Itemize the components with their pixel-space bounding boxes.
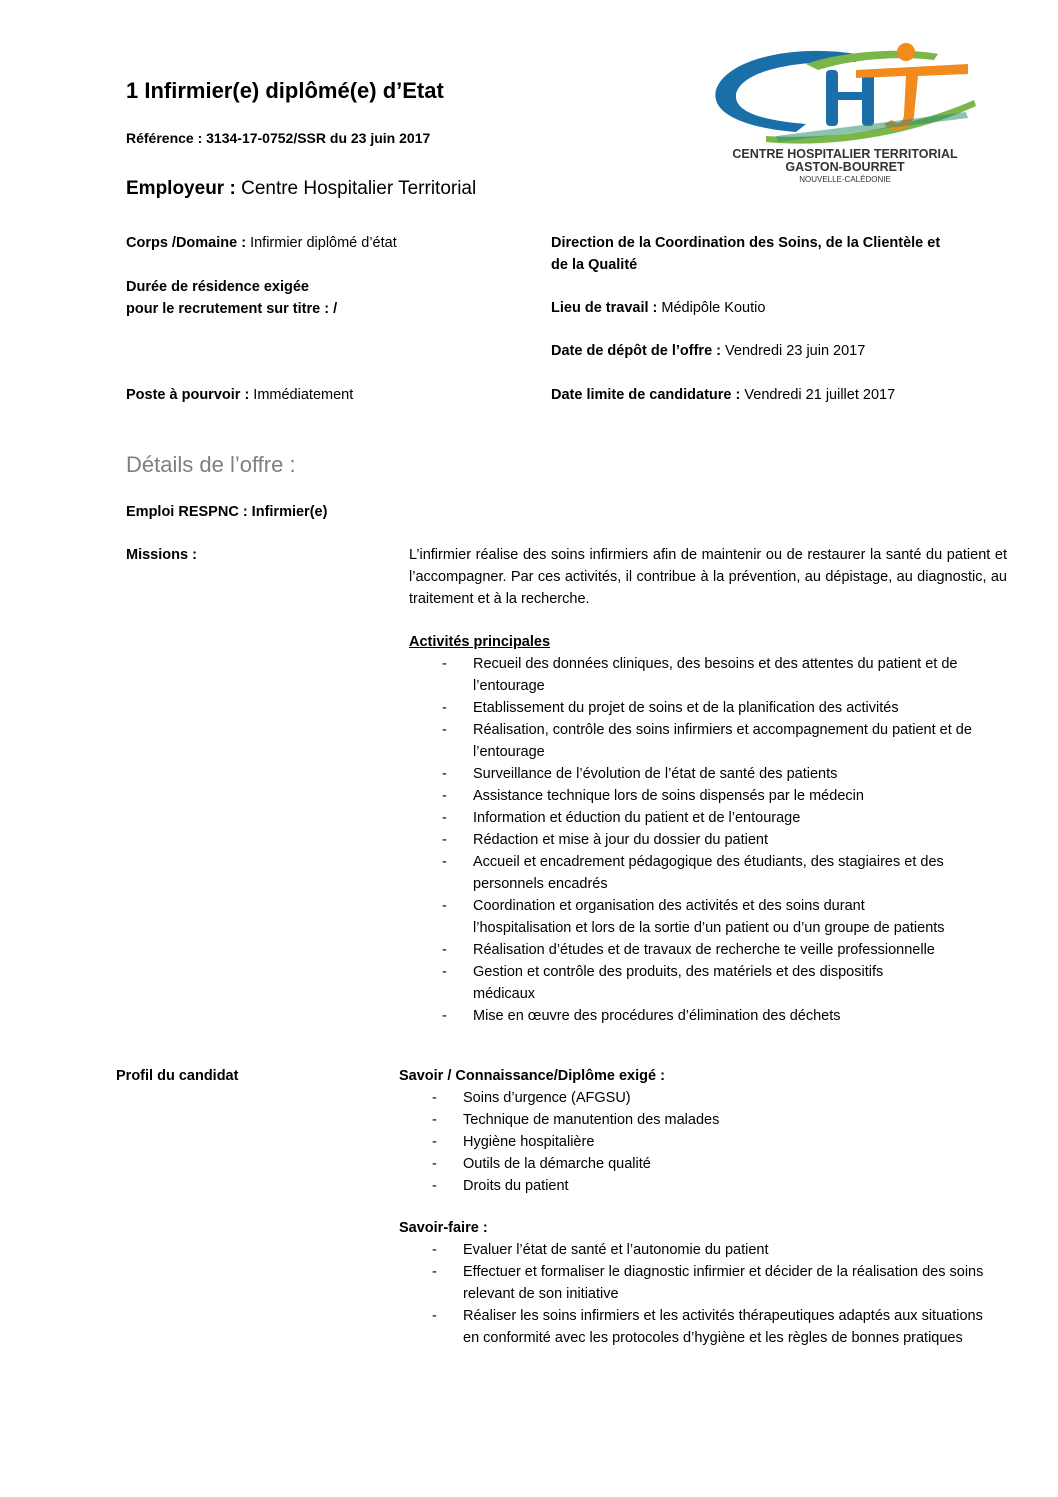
depot-label: Date de dépôt de l’offre : [551,343,721,359]
list-item: - Effectuer et formaliser le diagnostic infirmier et décider de la réalisation des soins relevant de son initiative [399,1261,999,1305]
missions-label: Missions : [126,547,197,563]
savoir-faire-list [399,1239,999,1349]
reference: Référence : 3134-17-0752/SSR du 23 juin 2017 [126,130,431,146]
savoir-faire-heading: Savoir-faire : [399,1220,488,1236]
duree-line1: Durée de résidence exigée [126,279,309,295]
corps-domaine [126,232,397,254]
list-item: - Hygiène hospitalière [399,1131,999,1153]
list-item: - Assistance technique lors de soins dispensés par le médecin [409,785,1009,807]
direction-line2: de la Qualité [551,257,638,273]
list-item: - Evaluer l’état de santé et l’autonomie du patient [399,1239,999,1261]
logo-line3: NOUVELLE-CALÉDONIE [799,175,891,184]
lieu-label: Lieu de travail : [551,300,658,316]
poste-a-pourvoir [126,384,353,406]
job-title: 1 Infirmier(e) diplômé(e) d’Etat [126,78,444,103]
list-item: - Technique de manutention des malades [399,1109,999,1131]
emploi-label: Emploi RESPNC : [126,504,248,520]
list-item: - Soins d’urgence (AFGSU) [399,1087,999,1109]
logo-line1: CENTRE HOSPITALIER TERRITORIAL [732,147,958,161]
poste-label: Poste à pourvoir : [126,387,250,403]
limite-label: Date limite de candidature : [551,387,741,403]
activities-list [409,653,1009,1027]
list-item: - Droits du patient [399,1175,999,1197]
list-item: - Accueil et encadrement pédagogique des étudiants, des stagiaires et des personnels encadrés [409,851,1009,895]
activities-heading: Activités principales [409,634,551,650]
list-item: - Coordination et organisation des activités et des soins durant l’hospitalisation et lors de la sortie d’un patient ou d’un groupe de patients [409,895,1009,939]
corps-value: Infirmier diplômé d’état [246,235,397,251]
poste-value: Immédiatement [249,387,354,403]
list-item: - Recueil des données cliniques, des besoins et des attentes du patient et de l’entourage [409,653,1009,697]
list-item: - Outils de la démarche qualité [399,1153,999,1175]
direction-line1: Direction de la Coordination des Soins, de la Clientèle et [551,235,941,251]
corps-label: Corps /Domaine : [126,235,247,251]
emploi-value: Infirmier(e) [247,504,328,520]
limite-value: Vendredi 21 juillet 2017 [740,387,896,403]
list-item: - Surveillance de l’évolution de l’état de santé des patients [409,763,1009,785]
lieu-value: Médipôle Koutio [657,300,766,316]
employer-value: Centre Hospitalier Territorial [235,178,477,199]
logo-graphic [706,40,984,186]
profil-label: Profil du candidat [116,1068,239,1084]
details-heading: Détails de l’offre : [126,452,296,477]
logo-line2: GASTON-BOURRET [785,160,905,174]
hospital-logo [706,40,984,186]
list-item: - Réaliser les soins infirmiers et les activités thérapeutiques adaptés aux situations en conformité avec les protocoles d’hygiène et les règles de bonnes pratiques [399,1305,999,1349]
list-item: - Réalisation d’études et de travaux de recherche te veille professionnelle [409,939,1009,961]
lieu-de-travail [551,297,765,319]
list-item: - Mise en œuvre des procédures d’élimination des déchets [409,1005,1009,1027]
depot-value: Vendredi 23 juin 2017 [721,343,866,359]
list-item: - Etablissement du projet de soins et de la planification des activités [409,697,1009,719]
list-item: - Gestion et contrôle des produits, des matériels et des dispositifs médicaux [409,961,1009,1005]
savoir-list [399,1087,999,1197]
emploi-respnc [126,501,327,523]
duree-line2: pour le recrutement sur titre : / [126,301,338,317]
list-item: - Réalisation, contrôle des soins infirmiers et accompagnement du patient et de l’entourage [409,719,1009,763]
date-depot [551,340,865,362]
list-item: - Information et éduction du patient et de l’entourage [409,807,1009,829]
date-limite [551,384,895,406]
savoir-heading: Savoir / Connaissance/Diplôme exigé : [399,1068,665,1084]
employer-label: Employeur : [126,178,236,199]
list-item: - Rédaction et mise à jour du dossier du patient [409,829,1009,851]
missions-text: L’infirmier réalise des soins infirmiers afin de maintenir ou de restaurer la santé du patient et l’accompagner. Par ces activités, il contribue à la prévention, au dépistage, au diagnostic, au traitement et à la recherche. [409,547,1007,607]
employer [126,178,476,200]
